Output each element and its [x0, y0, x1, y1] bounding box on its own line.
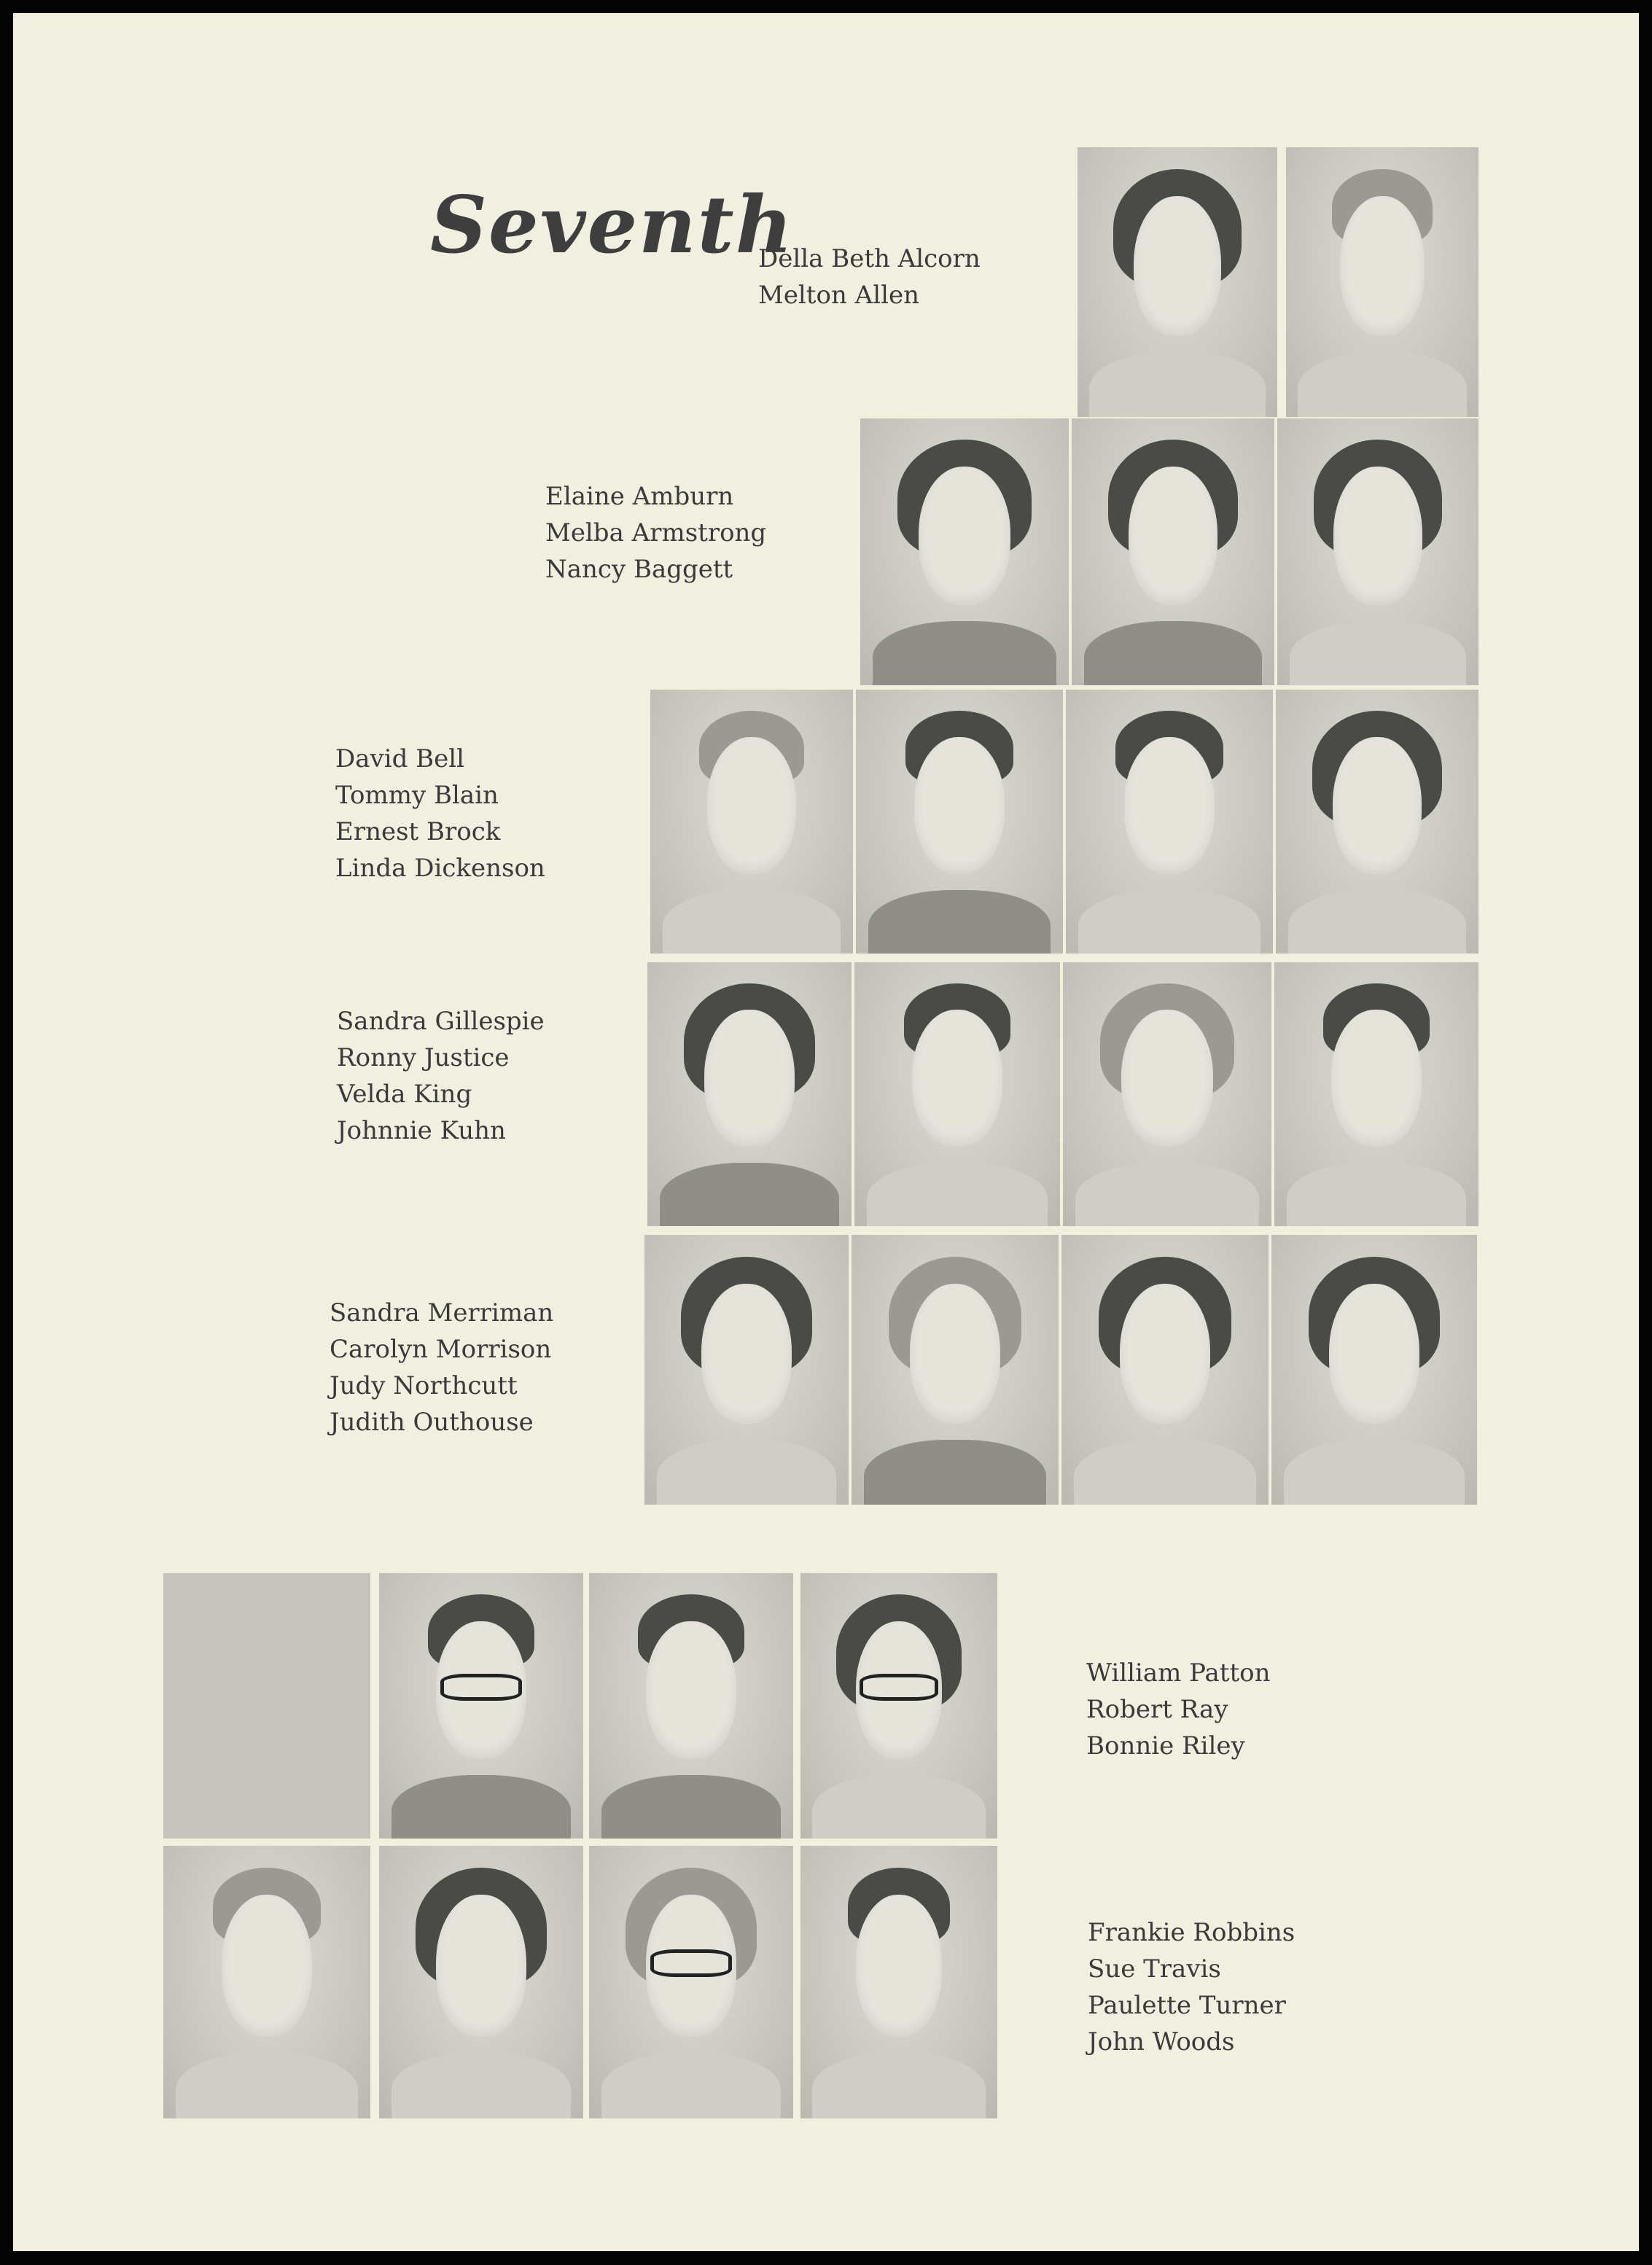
name-list-row-4 [337, 1003, 545, 1149]
student-photo [1061, 1235, 1269, 1505]
student-name: John Woods [1088, 2027, 1235, 2057]
student-name: Sandra Merriman [330, 1298, 554, 1328]
student-name: Johnnie Kuhn [337, 1116, 506, 1145]
student-name: Carolyn Morrison [330, 1335, 552, 1364]
student-name: Velda King [337, 1080, 472, 1109]
student-photo [852, 1235, 1059, 1505]
student-photo [589, 1846, 793, 2118]
student-photo [856, 690, 1063, 954]
student-name: William Patton [1086, 1658, 1271, 1688]
student-name: Judy Northcutt [330, 1371, 518, 1400]
student-name: Robert Ray [1086, 1695, 1228, 1724]
student-photo [1063, 962, 1271, 1226]
student-photo [1277, 418, 1478, 685]
student-photo [1271, 1235, 1477, 1505]
student-photo [1066, 690, 1273, 954]
student-photo [644, 1235, 849, 1505]
student-photo [1274, 962, 1478, 1226]
student-photo [379, 1573, 583, 1839]
name-list-row-3 [335, 741, 545, 886]
student-name: Melton Allen [758, 281, 919, 310]
student-name: Ernest Brock [335, 817, 501, 846]
student-name: Melba Armstrong [545, 518, 767, 547]
student-photo [800, 1846, 997, 2118]
student-photo [1286, 147, 1478, 417]
student-photo [589, 1573, 793, 1839]
student-name: Nancy Baggett [545, 555, 733, 584]
student-photo [647, 962, 852, 1226]
student-photo [1078, 147, 1277, 417]
student-photo [1276, 690, 1478, 954]
name-list-row-6 [1086, 1655, 1270, 1764]
student-name: Tommy Blain [335, 781, 499, 810]
name-list-row-5 [330, 1295, 553, 1441]
student-photo [860, 418, 1069, 685]
student-photo [650, 690, 853, 954]
name-list-row-1 [758, 241, 981, 313]
student-photo [1072, 418, 1274, 685]
student-name: David Bell [335, 744, 465, 773]
student-photo [800, 1573, 997, 1839]
name-list-row-2 [545, 478, 766, 588]
blank-photo [163, 1573, 370, 1839]
student-name: Frankie Robbins [1088, 1918, 1296, 1947]
yearbook-page [13, 13, 1639, 2251]
student-name: Judith Outhouse [330, 1408, 534, 1437]
name-list-row-7 [1088, 1914, 1295, 2060]
student-photo [379, 1846, 583, 2118]
student-name: Paulette Turner [1088, 1991, 1286, 2020]
student-name: Sandra Gillespie [337, 1007, 545, 1036]
student-name: Della Beth Alcorn [758, 244, 981, 273]
student-name: Sue Travis [1088, 1954, 1221, 1984]
student-name: Bonnie Riley [1086, 1731, 1245, 1761]
student-photo [163, 1846, 370, 2118]
student-name: Linda Dickenson [335, 854, 545, 883]
student-name: Ronny Justice [337, 1043, 510, 1072]
student-photo [854, 962, 1060, 1226]
student-name: Elaine Amburn [545, 482, 734, 511]
page-title: Seventh [430, 179, 795, 271]
